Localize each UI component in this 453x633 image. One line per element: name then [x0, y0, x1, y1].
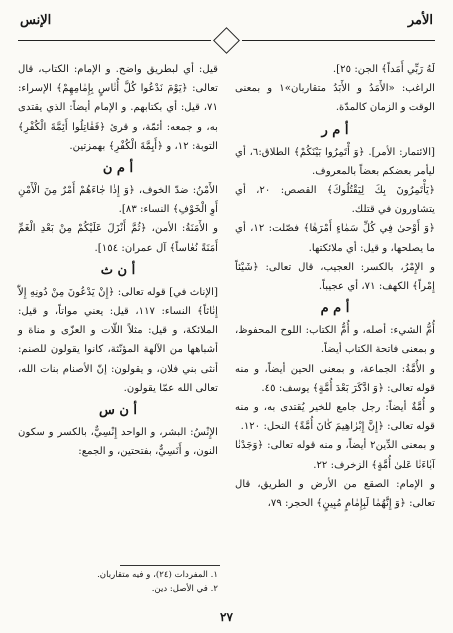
- page-number: ٢٧: [220, 610, 233, 624]
- paragraph: الإِنْسُ: البشر، و الواحد إِنْسِيٌّ، بالكسر و سكون النون، و أَنَسِيٌّ، بفتحتين، و الجمع:: [18, 427, 218, 458]
- paragraph: [الإناث في] قوله تعالى: ﴿إِنْ يَدْعُونَ مِنْ دُونِهِ إِلاّٰ إِنٰاثاً﴾ النساء: ١١٧، قيل: يعني مواتاً، و قيل: الملائكة، و قيل: مثلاً اللّات و العزّى و مناة و أشباهها من الآلهة المؤنّثة، كانوا يقولون للصنم: أنثى بني فلان، و يقولون: إنّ الأصنام بنات الله، تعالى الله عمّا يقولون.: [18, 286, 218, 394]
- diamond-ornament-icon: [213, 27, 240, 54]
- entry-heading: أ ن س: [98, 403, 138, 419]
- footnote: ٢. في الأصل: دين.: [151, 584, 218, 594]
- paragraph: و أُمَّةٌ أيضاً: رجل جامع للخير يُقتدى به، و منه قوله تعالى: ﴿إِنَّ إِبْرٰاهِيمَ كٰانَ أُمَّةً﴾ النحل: ١٢٠.: [235, 402, 435, 433]
- paragraph: ﴿وَ أَوْحىٰ فِي كُلِّ سَمٰاءٍ أَمْرَهٰا﴾ فصّلت: ١٢، أي ما يصلحها، و قيل: أي ملائكتها.: [235, 223, 435, 254]
- paragraph: لَهُ رَبِّي أَمَداً﴾ الجن: ٢٥].: [332, 64, 435, 75]
- entry-heading: أ م ر: [321, 122, 349, 138]
- footnote-rule: [120, 565, 220, 566]
- paragraph: الأَمْنُ: ضدّ الخوف، ﴿وَ إِذٰا جٰاءَهُمْ أَمْرٌ مِنَ الْأَمْنِ أَوِ الْخَوْفِ﴾ النساء: ٨٣].: [18, 185, 218, 216]
- entry-heading: أ م ن: [102, 161, 134, 177]
- paragraph: و بمعنى الدِّين٢ أيضاً، و منه قوله تعالى: ﴿وَجَدْنٰا آبٰاءَنٰا عَلىٰ أُمَّةٍ﴾ الزخرف: ٢٢.: [235, 440, 435, 471]
- paragraph: و الأَمَنَةُ: الأمن، ﴿ثُمَّ أَنْزَلَ عَلَيْكُمْ مِنْ بَعْدِ الْغَمِّ أَمَنَةً نُعٰاساً﴾ آل عمران: ١٥٤].: [18, 223, 218, 254]
- paragraph: ﴿يَأْتَمِرُونَ بِكَ لِيَقْتُلُوكَ﴾ القصص: ٢٠، أي يتشاورون في قتلك.: [235, 185, 435, 216]
- paragraph: قيل: أي لبطريق واضح. و الإمام: الكتاب، قال تعالى: ﴿يَوْمَ نَدْعُوا كُلَّ أُنٰاسٍ بِإِمٰامِهِمْ﴾ الإسراء: ٧١، قيل: أي بكتابهم. و الإمام أيضاً: الذي يقتدى به، و جمعه: أئمّة، و قرئ ﴿فَقٰاتِلُوا أَئِمَّةَ الْكُفْرِ﴾ التوبة: ١٢، و ﴿أَيِمَّةَ الْكُفْرِ﴾ بهمزتين.: [18, 64, 218, 152]
- paragraph: و الإمام: الصقع من الأرض و الطريق، قال تعالى: ﴿وَ إِنَّهُمٰا لَبِإِمٰامٍ مُبِينٍ﴾ الحجر: ٧٩،: [235, 478, 435, 510]
- header-rule-left: [18, 40, 211, 41]
- entry-heading: أ م م: [320, 301, 350, 317]
- paragraph: الراغب: «الأَمَدُ و الأَبَدُ متقاربان»١ و بمعنى الوقت و الزمان كالمدّة.: [235, 83, 435, 114]
- header-left-word: الإنس: [20, 13, 52, 28]
- footnote: ١. المفردات (٢٤)، و فيه متقاربان.: [97, 570, 218, 580]
- paragraph: أُمُّ الشيء: أصله، و أُمُّ الكتاب: اللوح المحفوظ، و بمعنى فاتحة الكتاب أيضاً.: [235, 325, 435, 356]
- paragraph: [الائتمار: الأمر]. ﴿وَ أْتَمِرُوا بَيْنَكُمْ﴾ الطلاق:٦، أي ليأمر بعضكم بعضاً بالمعروف.: [235, 146, 435, 177]
- header-rule-right: [242, 40, 435, 41]
- paragraph: و الأُمَّةُ: الجماعة، و بمعنى الحين أيضاً، و منه قوله تعالى: ﴿وَ ادَّكَرَ بَعْدَ أُمَّةٍ﴾ يوسف: ٤٥.: [235, 363, 435, 394]
- left-column: [18, 60, 218, 461]
- footnotes: [18, 568, 218, 596]
- right-column: [235, 60, 435, 513]
- paragraph: و الإِمْرُ، بالكسر: العجيب، قال تعالى: ﴿شَيْئاً إِمْراً﴾ الكهف: ٧١، أي عجيباً.: [235, 261, 435, 293]
- header-right-word: الأمر: [407, 13, 433, 28]
- entry-heading: أ ن ث: [100, 262, 136, 278]
